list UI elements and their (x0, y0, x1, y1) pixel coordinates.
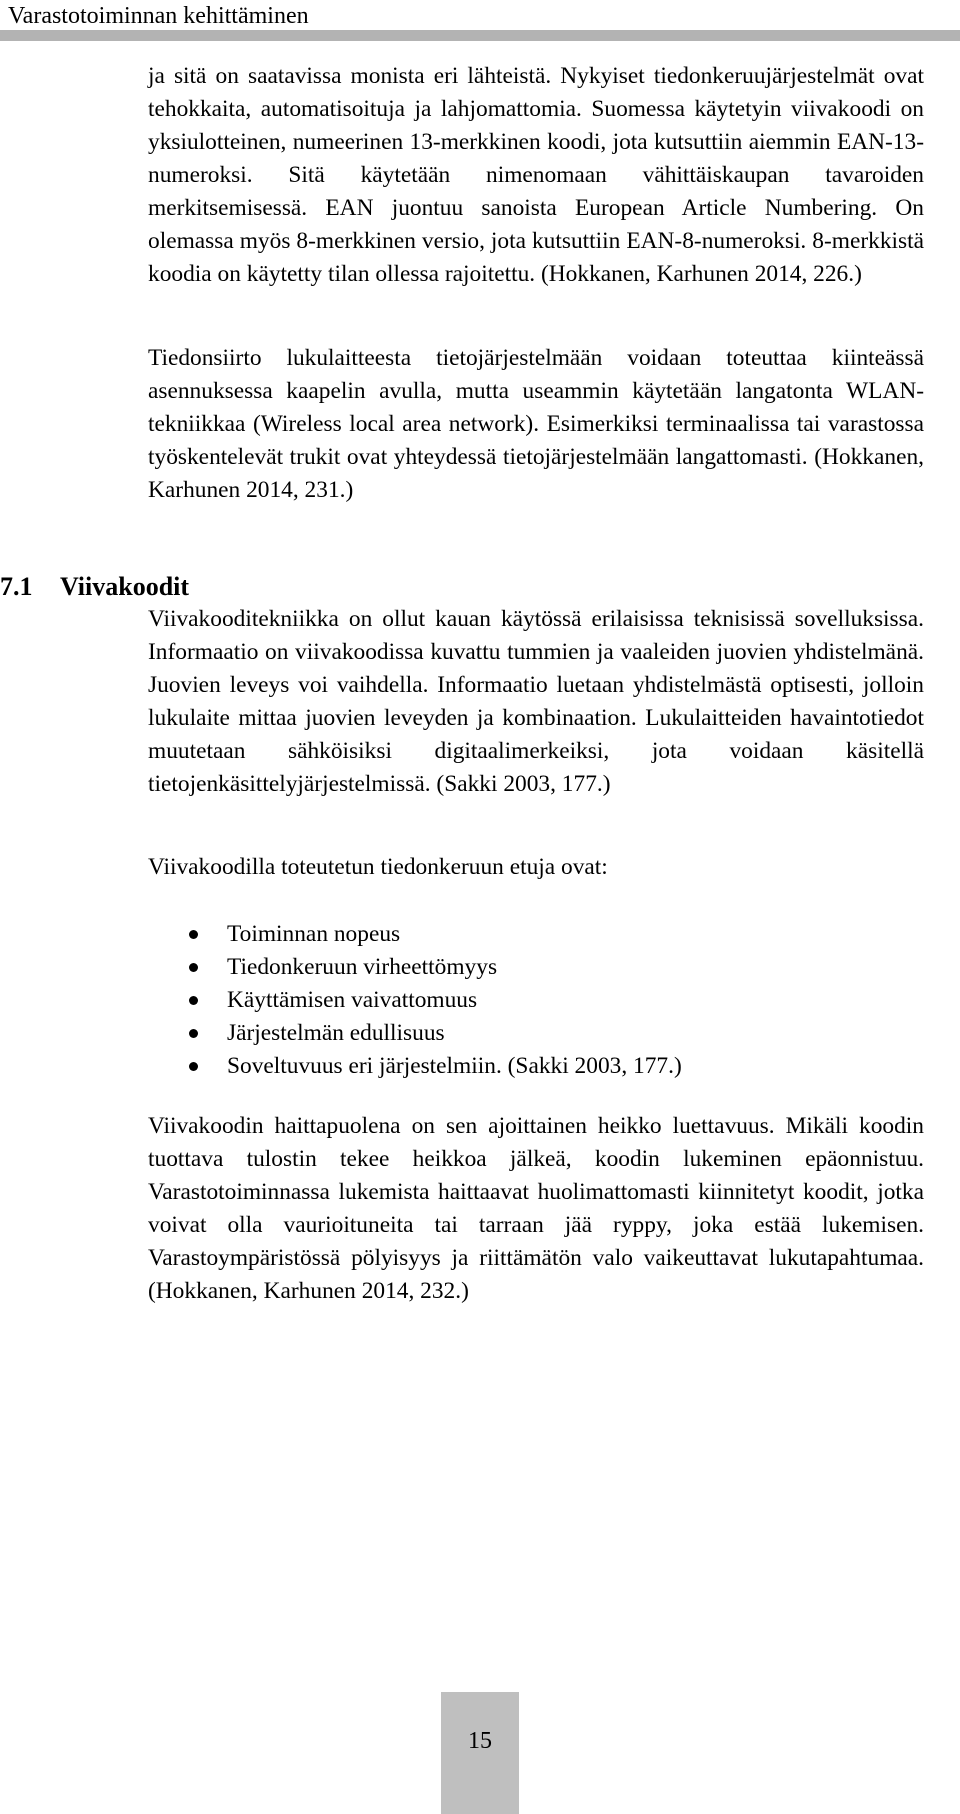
page-number: 15 (468, 1728, 492, 1754)
section-heading (0, 570, 189, 604)
benefits-list-container (148, 918, 924, 1083)
paragraph-benefits-intro: Viivakoodilla toteutetun tiedonkeruun etuja ovat: (148, 854, 608, 880)
paragraph-data-transfer: Tiedonsiirto lukulaitteesta tietojärjestelmään voidaan toteuttaa kiinteässä asennuksessa kaapelin avulla, mutta useammin käytetään langatonta WLAN-tekniikkaa (Wireless local area network). Esimerkiksi terminaalissa tai varastossa työskentelevät trukit ovat yhteydessä tietojärjestelmään langattomasti. (Hokkanen, Karhunen 2014, 231.) (148, 345, 924, 503)
bullet-icon (189, 963, 198, 972)
bullet-icon (189, 930, 198, 939)
list-item (148, 1050, 924, 1083)
paragraph-barcode-drawbacks: Viivakoodin haittapuolena on sen ajoittainen heikko luettavuus. Mikäli koodin tuottava tulostin tekee heikkoa jälkeä, koodin lukeminen epäonnistuu. Varastotoiminnassa lukemista haittaavat huolimattomasti kiinnitetyt koodit, jotka voivat olla vaurioituneita tai tarraan jää ryppy, joka estää lukemisen. Varastoympäristössä pölyisyys ja riittämätön valo vaikeuttavat lukutapahtumaa. (Hokkanen, Karhunen 2014, 232.) (148, 1113, 924, 1304)
list-item-text: Järjestelmän edullisuus (227, 1020, 445, 1046)
bullet-icon (189, 996, 198, 1005)
paragraph-barcode-technology: Viivakooditekniikka on ollut kauan käytössä erilaisissa teknisissä sovelluksissa. Informaatio on viivakoodissa kuvattu tummien ja vaaleiden juovien yhdistelmänä. Juovien leveys voi vaihdella. Informaatio luetaan yhdistelmästä optisesti, jolloin lukulaite mittaa juovien leveyden ja kombinaation. Lukulaitteiden havaintotiedot muutetaan sähköisiksi digitaalimerkeiksi, jota voidaan käsitellä tietojenkäsittelyjärjestelmissä. (Sakki 2003, 177.) (148, 606, 924, 797)
section-title: Viivakoodit (60, 571, 190, 601)
list-item (148, 918, 924, 951)
list-item-text: Toiminnan nopeus (227, 921, 401, 947)
bullet-icon (189, 1062, 198, 1071)
list-item (148, 984, 924, 1017)
section-number: 7.1 (0, 571, 33, 601)
running-header-title: Varastotoiminnan kehittäminen (8, 3, 309, 29)
benefits-list (148, 918, 924, 1083)
list-item-text: Tiedonkeruun virheettömyys (227, 954, 498, 980)
bullet-icon (189, 1029, 198, 1038)
list-item-text: Soveltuvuus eri järjestelmiin. (Sakki 2003, 177.) (227, 1053, 682, 1079)
header-rule (0, 30, 960, 41)
list-item (148, 1017, 924, 1050)
paragraph-barcode-intro: ja sitä on saatavissa monista eri lähteistä. Nykyiset tiedonkeruujärjestelmät ovat tehokkaita, automatisoituja ja lahjomattomia. Suomessa käytetyin viivakoodi on yksiulotteinen, numeerinen 13-merkkinen koodi, jota kutsuttiin aiemmin EAN-13-numeroksi. Sitä käytetään nimenomaan vähittäiskaupan tavaroiden merkitsemisessä. EAN juontuu sanoista European Article Numbering. On olemassa myös 8-merkkinen versio, jota kutsuttiin EAN-8-numeroksi. 8-merkkistä koodia on käytetty tilan ollessa rajoitettu. (Hokkanen, Karhunen 2014, 226.) (148, 63, 924, 287)
list-item-text: Käyttämisen vaivattomuus (227, 987, 478, 1013)
list-item (148, 951, 924, 984)
page-number-box (441, 1692, 519, 1814)
